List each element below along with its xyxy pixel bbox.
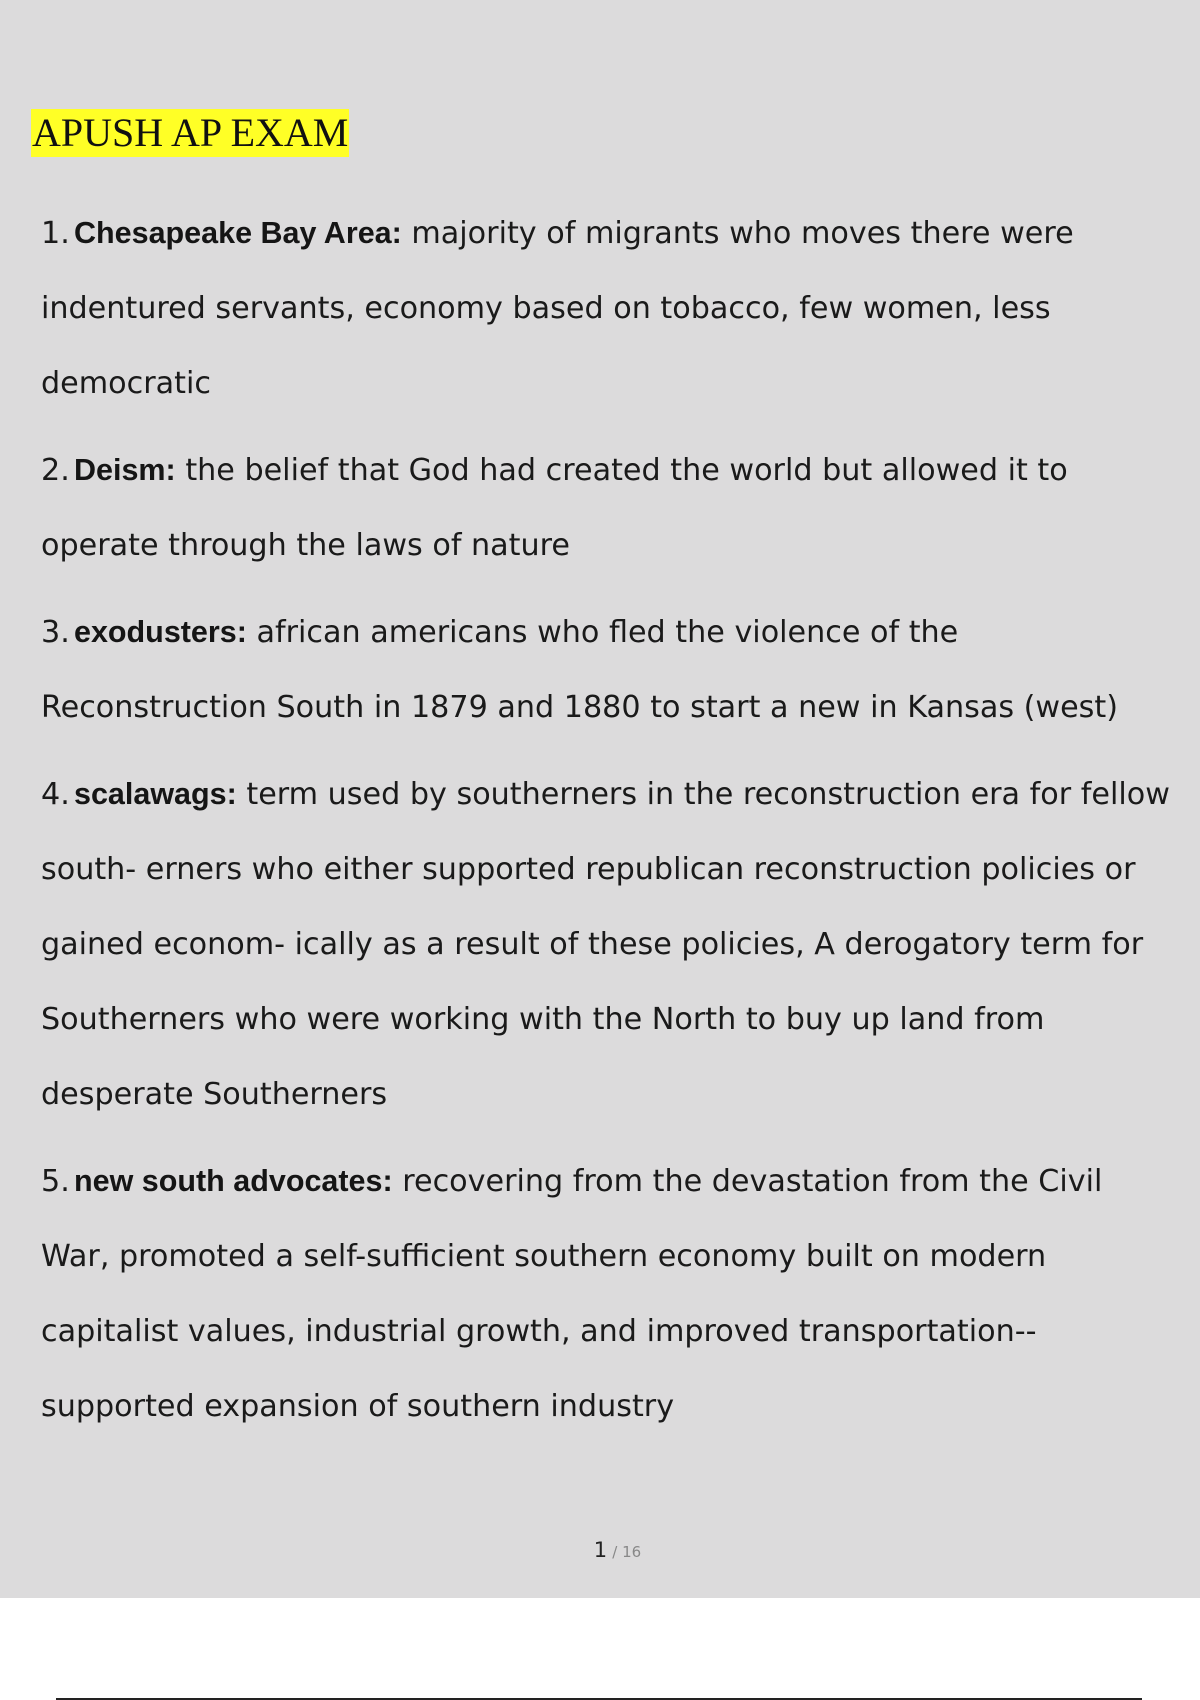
- term-list: [41, 196, 1171, 1456]
- term-label: Deism:: [74, 453, 176, 487]
- term-number: 1.: [41, 216, 70, 251]
- current-page-number: 1: [593, 1538, 608, 1562]
- term-label: new south advocates:: [74, 1164, 393, 1198]
- term-item: [41, 595, 1171, 745]
- total-pages: / 16: [612, 1543, 642, 1561]
- term-definition: the belief that God had created the world but allowed it to operate through the laws of nature: [41, 453, 1068, 563]
- page-indicator: [0, 1538, 1200, 1562]
- term-definition: majority of migrants who moves there were indentured servants, economy based on tobacco, few women, less democratic: [41, 216, 1074, 401]
- term-label: exodusters:: [74, 615, 247, 649]
- term-definition: african americans who fled the violence of the Reconstruction South in 1879 and 1880 to start a new in Kansas (west): [41, 615, 1119, 725]
- term-definition: recovering from the devastation from the Civil War, promoted a self-sufficient southern economy built on modern capitalist values, industrial growth, and improved transportation--supported expansion of southern industry: [41, 1164, 1103, 1424]
- term-label: scalawags:: [74, 777, 237, 811]
- term-item: [41, 196, 1171, 421]
- term-number: 5.: [41, 1164, 70, 1199]
- term-item: [41, 433, 1171, 583]
- term-number: 3.: [41, 615, 70, 650]
- term-item: [41, 1144, 1171, 1444]
- term-definition: term used by southerners in the reconstruction era for fellow south- erners who either supported republican reconstruction policies or gained econom- ically as a result of these policies, A derogatory term for Southerners who were working with the North to buy up land from desperate Southerners: [41, 777, 1170, 1112]
- term-number: 2.: [41, 453, 70, 488]
- term-item: [41, 757, 1171, 1132]
- term-label: Chesapeake Bay Area:: [74, 216, 402, 250]
- term-number: 4.: [41, 777, 70, 812]
- document-title: APUSH AP EXAM: [32, 110, 349, 155]
